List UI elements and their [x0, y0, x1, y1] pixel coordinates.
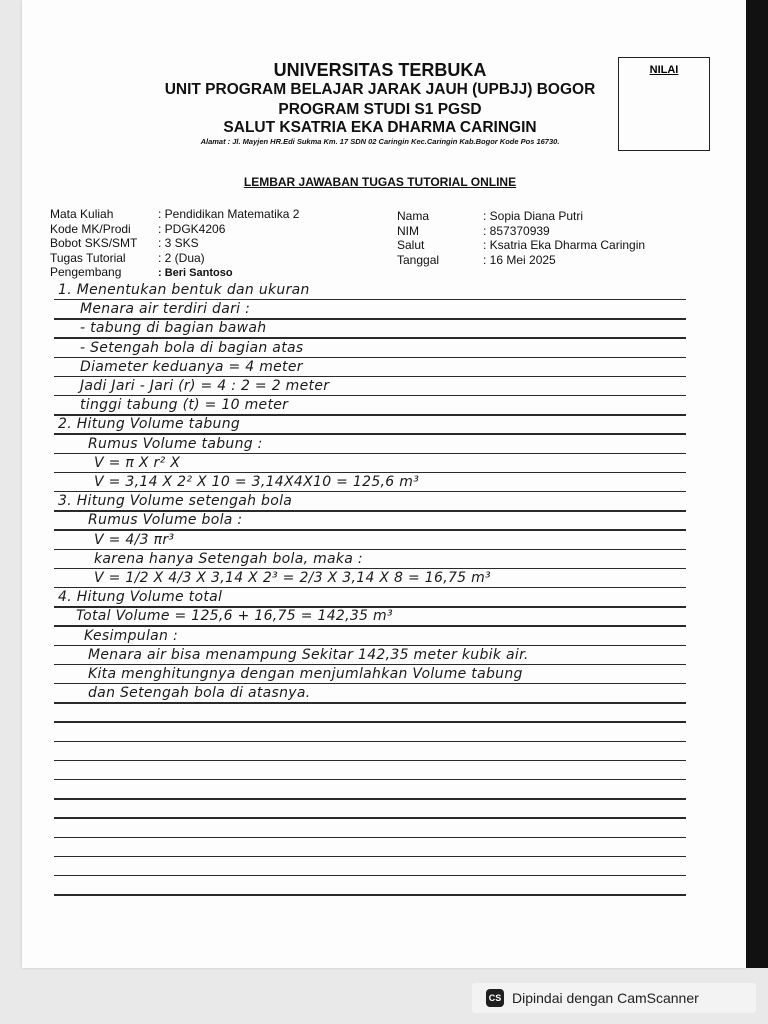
info-value: : 857370939: [483, 223, 550, 238]
answer-line: Menara air bisa menampung Sekitar 142,35 meter kubik air.: [88, 646, 529, 663]
info-row: [50, 251, 299, 266]
ruled-line: [54, 817, 686, 818]
info-key: Salut: [397, 238, 425, 252]
ruled-line: [54, 472, 686, 473]
ruled-line: [54, 683, 686, 684]
info-value: : Beri Santoso: [158, 267, 233, 279]
ruled-line: [54, 606, 686, 607]
info-value: : 2 (Dua): [158, 250, 205, 265]
info-value: : PDGK4206: [158, 221, 226, 236]
ruled-line: [54, 510, 686, 511]
answer-line: dan Setengah bola di atasnya.: [88, 685, 311, 702]
address: Alamat : Jl. Mayjen HR.Edi Sukma Km. 17 SDN 02 Caringin Kec.Caringin Kab.Bogor Kode Pos 16730.: [200, 137, 560, 146]
ruled-line: [54, 549, 686, 550]
camscanner-logo-icon: CS: [486, 989, 504, 1007]
watermark-text: Dipindai dengan CamScanner: [512, 990, 699, 1006]
answer-line: Rumus Volume bola :: [88, 512, 243, 529]
ruled-line: [54, 337, 686, 338]
answer-line: V = 1/2 X 4/3 X 3,14 X 2³ = 2/3 X 3,14 X 8 = 16,75 m³: [94, 570, 491, 586]
ruled-line: [54, 376, 686, 377]
ruled-line: [54, 299, 686, 300]
ruled-line: [54, 625, 686, 626]
ruled-line: [54, 664, 686, 665]
answer-line: V = 4/3 πr³: [94, 531, 175, 548]
answer-line: 3. Hitung Volume setengah bola: [58, 493, 293, 510]
info-key: Mata Kuliah: [50, 207, 114, 221]
ruled-line: [54, 702, 686, 703]
info-key: Tanggal: [397, 252, 440, 267]
info-key: NIM: [397, 223, 419, 238]
answer-line: - Setengah bola di bagian atas: [80, 339, 304, 356]
university-name: UNIVERSITAS TERBUKA: [273, 60, 487, 80]
ruled-line: [54, 894, 686, 895]
info-row: [397, 224, 645, 239]
salut-name: SALUT KSATRIA EKA DHARMA CARINGIN: [223, 119, 537, 136]
ruled-line: [54, 453, 686, 454]
ruled-line: [54, 318, 686, 319]
ruled-line: [54, 645, 686, 646]
info-row: [397, 238, 645, 253]
answer-line: V = π X r² X: [94, 454, 181, 471]
info-row: [397, 209, 645, 224]
info-key: Nama: [397, 209, 430, 223]
grade-label: NILAI: [649, 64, 679, 76]
scan-edge: [746, 0, 768, 968]
info-value: : Sopia Diana Putri: [483, 209, 584, 223]
ruled-line: [54, 357, 686, 358]
info-row: [50, 222, 299, 237]
ruled-line: [54, 568, 686, 569]
ruled-line: [54, 587, 686, 588]
ruled-line: [54, 837, 686, 838]
ruled-line: [54, 760, 686, 761]
program-name: PROGRAM STUDI S1 PGSD: [278, 101, 482, 118]
student-info: [397, 209, 645, 267]
ruled-line: [54, 529, 686, 530]
unit-name: UNIT PROGRAM BELAJAR JARAK JAUH (UPBJJ) BOGOR: [164, 81, 596, 98]
info-key: Tugas Tutorial: [50, 250, 126, 265]
info-row: [397, 253, 645, 268]
info-row: [50, 236, 299, 251]
answer-line: Menara air terdiri dari :: [80, 301, 251, 318]
answer-line: karena hanya Setengah bola, maka :: [94, 550, 363, 567]
ruled-line: [54, 875, 686, 876]
info-key: Bobot SKS/SMT: [50, 236, 138, 250]
ruled-line: [54, 433, 686, 434]
ruled-line: [54, 779, 686, 780]
info-key: Kode MK/Prodi: [50, 221, 131, 236]
ruled-line: [54, 721, 686, 722]
info-value: : 3 SKS: [158, 236, 199, 250]
answer-line: Kita menghitungnya dengan menjumlahkan Volume tabung: [88, 666, 523, 682]
answer-line: Kesimpulan :: [84, 627, 178, 644]
info-value: : Pendidikan Matematika 2: [158, 207, 300, 221]
answer-line: V = 3,14 X 2² X 10 = 3,14X4X10 = 125,6 m³: [94, 474, 420, 490]
answer-line: 2. Hitung Volume tabung: [58, 416, 241, 433]
answer-line: 1. Menentukan bentuk dan ukuran: [58, 282, 310, 298]
sheet-title: LEMBAR JAWABAN TUGAS TUTORIAL ONLINE: [243, 175, 517, 189]
camscanner-watermark: [472, 983, 756, 1013]
answer-line: Jadi Jari - Jari (r) = 4 : 2 = 2 meter: [80, 378, 330, 394]
info-key: Pengembang: [50, 265, 122, 279]
ruled-line: [54, 856, 686, 857]
answer-line: - tabung di bagian bawah: [80, 320, 267, 337]
ruled-line: [54, 491, 686, 492]
info-value: : Ksatria Eka Dharma Caringin: [483, 238, 646, 252]
answer-line: Total Volume = 125,6 + 16,75 = 142,35 m³: [76, 608, 393, 625]
info-row: [50, 207, 299, 222]
ruled-line: [54, 741, 686, 742]
grade-box: [618, 57, 710, 151]
answer-line: 4. Hitung Volume total: [58, 589, 223, 606]
ruled-line: [54, 414, 686, 415]
info-row: [50, 265, 299, 281]
info-value: : 16 Mei 2025: [483, 252, 556, 267]
answer-line: Diameter keduanya = 4 meter: [80, 358, 303, 375]
answer-line: Rumus Volume tabung :: [88, 435, 263, 452]
answer-line: tinggi tabung (t) = 10 meter: [80, 397, 289, 414]
ruled-line: [54, 798, 686, 799]
ruled-line: [54, 395, 686, 396]
course-info: [50, 207, 299, 281]
